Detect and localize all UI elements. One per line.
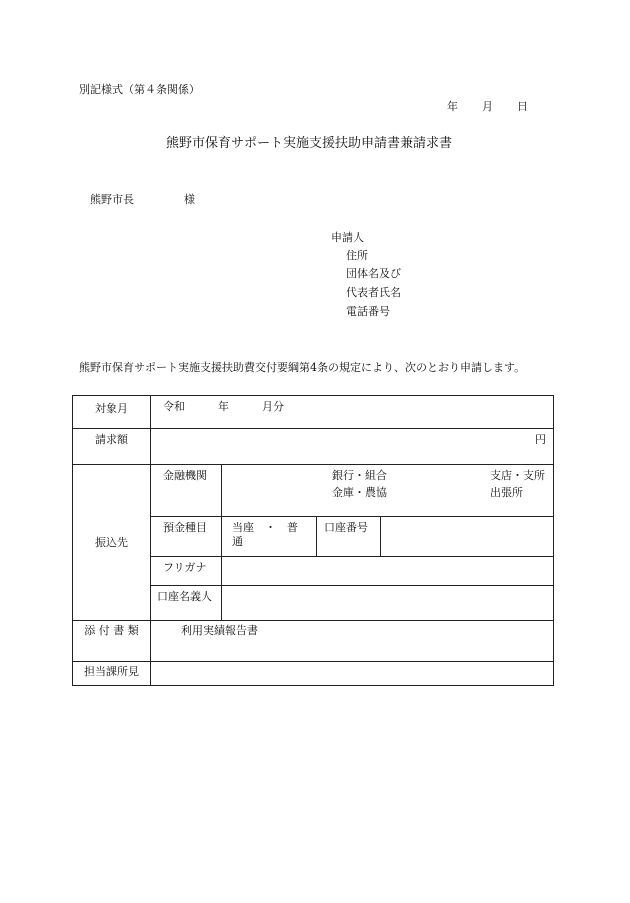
institution-field[interactable]: [222, 465, 554, 517]
application-statement: 熊野市保育サポート実施支援扶助費交付要綱第4条の規定により、次のとおり申請します。: [79, 361, 526, 374]
deposit-type-field[interactable]: 当座 ・ 普通: [222, 517, 317, 557]
attachment-value: 利用実績報告書: [151, 621, 554, 662]
dept-opinion-label: 担当課所見: [73, 662, 151, 686]
addressee-name: 熊野市長: [90, 193, 134, 206]
target-month-field[interactable]: 令和 年 月分: [151, 396, 554, 429]
date-year: 年: [447, 100, 458, 113]
applicant-heading: 申請人: [331, 231, 364, 244]
branch-type-1: 支店・支所: [490, 469, 545, 482]
amount-row: [73, 429, 554, 465]
institution-row: [73, 465, 554, 517]
addressee-honorific: 様: [184, 193, 195, 206]
applicant-rep-label: 代表者氏名: [346, 286, 401, 299]
dept-opinion-row: [73, 662, 554, 686]
institution-label: 金融機関: [151, 465, 222, 517]
bank-type-options: [332, 469, 387, 500]
date-month: 月: [482, 100, 493, 113]
account-holder-label: 口座名義人: [151, 586, 222, 621]
applicant-org-label: 団体名及び: [346, 267, 401, 280]
amount-label: 請求額: [73, 429, 151, 465]
attachment-label: 添 付 書 類: [73, 621, 151, 662]
attachment-row: [73, 621, 554, 662]
bank-type-1: 銀行・組合: [332, 469, 387, 482]
branch-type-2: 出張所: [490, 485, 523, 499]
target-month-row: [73, 396, 554, 429]
transfer-label: 振込先: [73, 465, 151, 621]
deposit-type-label: 預金種目: [151, 517, 222, 557]
date-day: 日: [517, 100, 528, 113]
document-title: 熊野市保育サポート実施支援扶助申請書兼請求書: [166, 136, 453, 151]
account-holder-field[interactable]: [222, 586, 554, 621]
dept-opinion-field[interactable]: [151, 662, 554, 686]
form-reference: 別記様式（第４条関係）: [79, 83, 200, 96]
amount-unit: 円: [535, 433, 546, 446]
account-number-label: 口座番号: [317, 517, 381, 557]
target-month-label: 対象月: [73, 396, 151, 429]
applicant-address-label: 住所: [346, 249, 368, 262]
account-number-field[interactable]: [381, 517, 554, 557]
applicant-phone-label: 電話番号: [346, 305, 390, 318]
branch-type-options: [490, 469, 545, 500]
bank-type-2: 金庫・農協: [332, 485, 387, 499]
furigana-label: フリガナ: [151, 557, 222, 586]
application-table: [72, 395, 554, 686]
amount-field[interactable]: [151, 429, 554, 465]
furigana-field[interactable]: [222, 557, 554, 586]
